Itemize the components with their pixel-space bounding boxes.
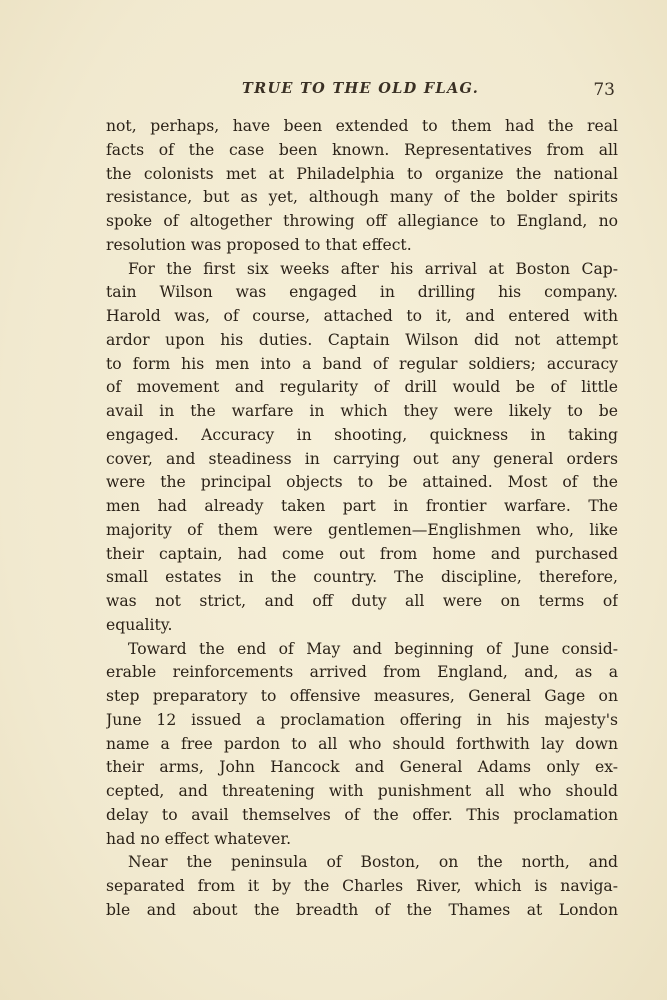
text-line: men had already taken part in frontier warfare. The <box>106 497 618 515</box>
text-line: were the principal objects to be attained. Most of the <box>106 473 618 492</box>
text-line: step preparatory to offensive measures, General Gage on <box>106 687 618 705</box>
text-line: erable reinforcements arrived from England, and, as a <box>106 663 618 682</box>
text-line: engaged. Accuracy in shooting, quickness in taking <box>106 425 618 444</box>
text-line: avail in the warfare in which they were likely to be <box>106 402 618 420</box>
text-line: equality. <box>106 615 173 634</box>
text-line: had no effect whatever. <box>106 829 292 848</box>
text-line: ble and about the breadth of the Thames at London <box>106 900 618 919</box>
text-line: Near the peninsula of Boston, on the north, and <box>128 853 618 872</box>
running-title: TRUE TO THE OLD FLAG. <box>242 80 480 97</box>
text-line: Harold was, of course, attached to it, and entered with <box>106 307 618 325</box>
text-line: to form his men into a band of regular soldiers; accuracy <box>106 354 618 373</box>
text-line: majority of them were gentlemen—Englishmen who, like <box>106 520 618 539</box>
text-line: their arms, John Hancock and General Adams only ex- <box>106 758 618 777</box>
text-line: delay to avail themselves of the offer. This proclamation <box>106 805 618 824</box>
running-head <box>100 80 620 104</box>
text-line: resolution was proposed to that effect. <box>106 235 412 254</box>
text-line: tain Wilson was engaged in drilling his company. <box>106 283 618 302</box>
text-line: name a free pardon to all who should forthwith lay down <box>106 734 618 753</box>
text-line: For the first six weeks after his arrival at Boston Cap- <box>128 259 618 278</box>
text-line: cover, and steadiness in carrying out any general orders <box>106 449 618 468</box>
text-line: ardor upon his duties. Captain Wilson did not attempt <box>106 330 618 349</box>
text-line: separated from it by the Charles River, which is naviga- <box>106 877 618 895</box>
text-line: resistance, but as yet, although many of the bolder spirits <box>106 188 618 207</box>
text-line: spoke of altogether throwing off allegiance to England, no <box>106 212 618 230</box>
text-line: their captain, had come out from home and purchased <box>106 544 618 563</box>
body-text <box>106 115 618 923</box>
text-line: small estates in the country. The discipline, therefore, <box>106 568 618 587</box>
text-line: facts of the case been known. Representatives from all <box>106 140 618 159</box>
page-number: 73 <box>593 80 615 100</box>
text-line: not, perhaps, have been extended to them had the real <box>106 117 618 135</box>
text-line: June 12 issued a proclamation offering in his majesty's <box>106 710 618 729</box>
text-line: Toward the end of May and beginning of June consid- <box>128 639 618 658</box>
text-line: was not strict, and off duty all were on terms of <box>106 592 618 610</box>
text-line: of movement and regularity of drill would be of little <box>106 378 618 397</box>
text-line: the colonists met at Philadelphia to organize the national <box>106 164 618 183</box>
text-line: cepted, and threatening with punishment all who should <box>106 782 618 800</box>
